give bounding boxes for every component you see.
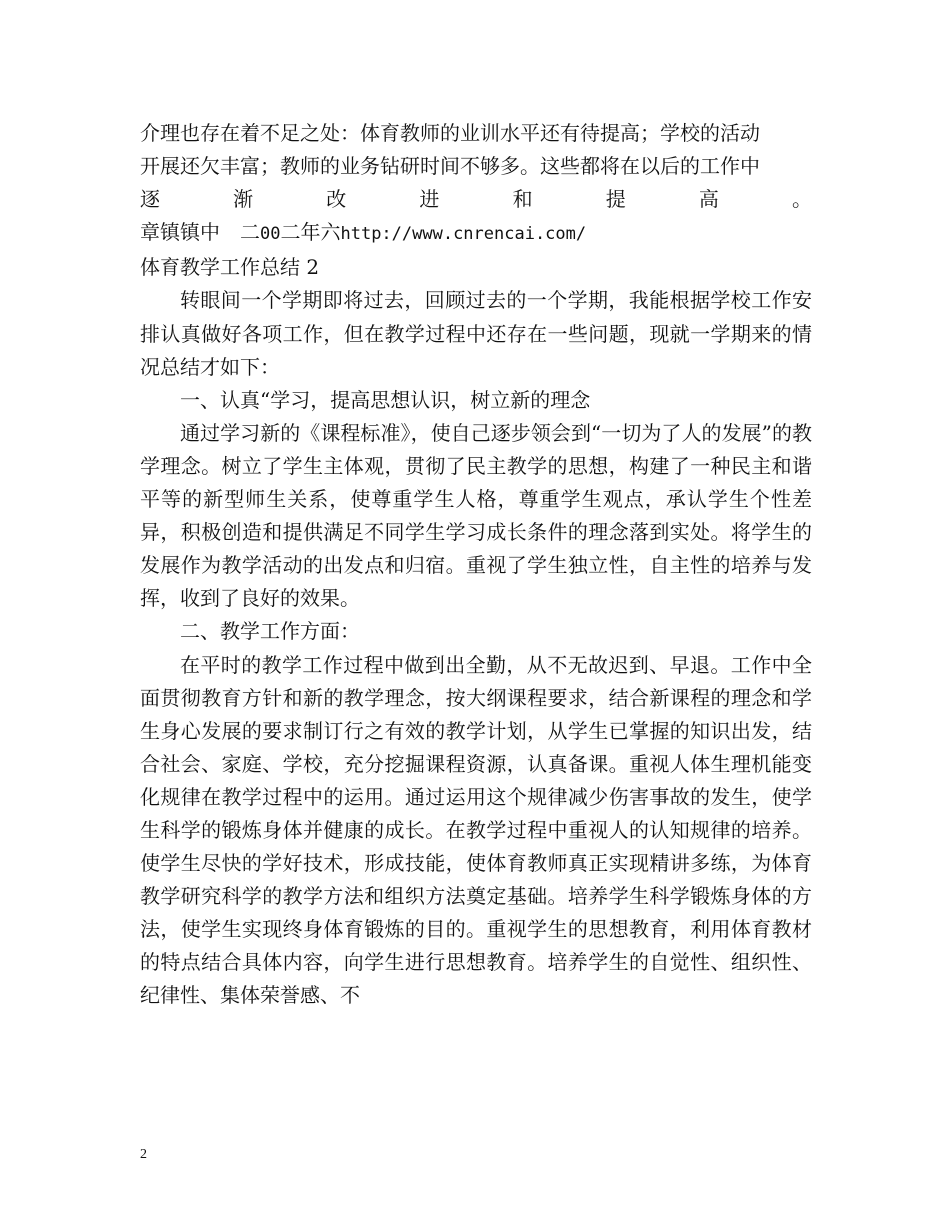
spread-line (140, 183, 812, 216)
page-number: 2 (140, 1147, 147, 1162)
section-title: 一、认真“学习，提高思想认识，树立新的理念 (180, 387, 591, 412)
spread-char: 高 (698, 187, 719, 212)
spread-char: 逐 (140, 187, 160, 212)
year-digits: 00 (260, 224, 281, 245)
text-line: 介理也存在着不足之处：体育教师的业训水平还有待提高；学校的活动 (140, 121, 760, 145)
spread-char: 。 (791, 187, 812, 212)
document-heading: 体育教学工作总结 2 (140, 255, 320, 280)
date-text: 二年六 (280, 220, 341, 245)
school-name: 章镇镇中 二 (140, 220, 260, 245)
section-paragraph: 在平时的教学工作过程中做到出全勤，从不无故迟到、早退。工作中全面贯彻教育方针和新的教学理念，按大纲课程要求，结合新课程的理念和学生身心发展的要求制订行之有效的教学计划，从学生已掌握的知识出发，结合社会、家庭、学校，充分挖掘课程资源，认真备课。重视人体生理机能变化规律在教学过程中的运用。通过运用这个规律减少伤害事故的发生，使学生科学的锻炼身体并健康的成长。在教学过程中重视人的认知规律的培养。使学生尽快的学好技术，形成技能，使体育教师真正实现精讲多练，为体育教学研究科学的教学方法和组织方法奠定基础。培养学生科学锻炼身体的方法，使学生实现终身体育锻炼的目的。重视学生的思想教育，利用体育教材的特点结合具体内容，向学生进行思想教育。培养学生的自觉性、组织性、纪律性、集体荣誉感、不 (140, 652, 812, 1008)
spread-char: 渐 (233, 187, 254, 212)
document-body (140, 117, 812, 1013)
spread-char: 和 (512, 187, 533, 212)
intro-paragraph: 转眼间一个学期即将过去，回顾过去的一个学期，我能根据学校工作安排认真做好各项工作，但在教学过程中还存在一些问题，现就一学期来的情况总结才如下： (140, 288, 812, 379)
text-line: 开展还欠丰富；教师的业务钻研时间不够多。这些都将在以后的工作中 (140, 154, 760, 179)
signature-line (140, 216, 812, 251)
spread-char: 进 (419, 187, 440, 212)
spread-char: 提 (605, 187, 626, 212)
spread-char: 改 (326, 187, 347, 212)
section-title: 二、教学工作方面： (180, 619, 360, 644)
source-url: http://www.cnrencai.com/ (340, 224, 587, 245)
section-paragraph: 通过学习新的《课程标准》，使自己逐步领会到“一切为了人的发展”的教学理念。树立了学生主体观，贯彻了民主教学的思想，构建了一种民主和谐平等的新型师生关系，使尊重学生人格，尊重学生观点，承认学生个性差异，积极创造和提供满足不同学生学习成长条件的理念落到实处。将学生的发展作为教学活动的出发点和归宿。重视了学生独立性，自主性的培养与发挥，收到了良好的效果。 (140, 420, 812, 611)
